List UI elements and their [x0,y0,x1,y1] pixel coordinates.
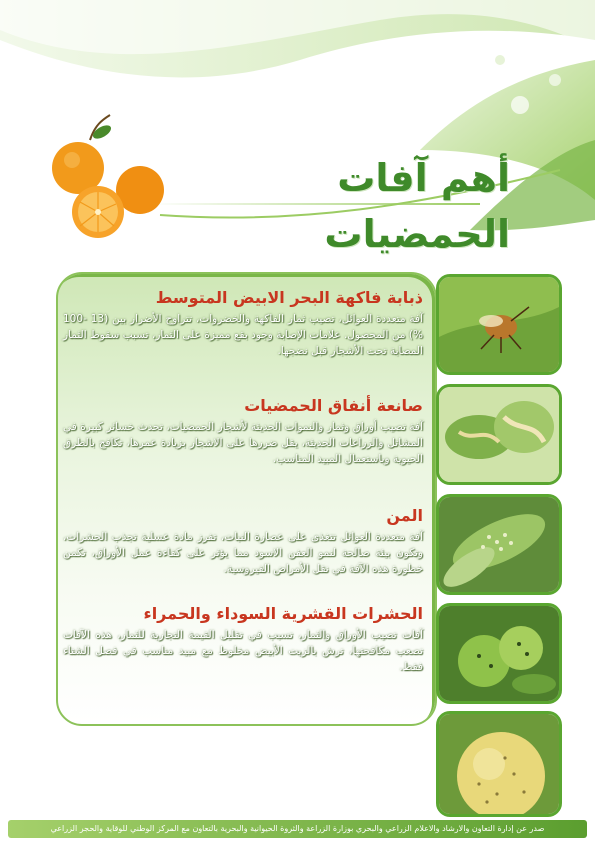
section-heading: الحشرات القشرية السوداء والحمراء [143,604,423,623]
content-panel [56,272,437,726]
footer-text: صدر عن إدارة التعاون والارشاد والاعلام الزراعي والبحري بوزارة الزراعة والثروة الحيوانية والبحرية بالتعاون مع المركز الوطني للوقاية والحجر الزراعي [50,824,545,833]
section-heading: المن [386,506,423,525]
leaf-miner-photo [436,384,562,485]
section-heading: صانعة أنفاق الحمضيات [244,396,423,415]
section-heading: ذبابة فاكهة البحر الابيض المتوسط [155,288,423,307]
footer-bar [8,820,587,838]
green-orange-photo [436,603,562,704]
section-text: آفة متعددة العوائل، تصيب ثمار الفاكهة والخضروات، تتراوح الأضرار بين (13 -100 %) من المحصول. علامات الإصابة وجود بقع مميزة على الثمار، تسبب سقوط الثمار المصابة تحت الأشجار قبل نضجها. [63,313,423,357]
aphid-photo [436,494,562,595]
section-text: آفات تصيب الأوراق والثمار، تسبب في تقليل القيمة التجارية للثمار، هذه الآفات تصعب مكافحتها، ترش بالزيت الأبيض مخلوط مع مبيد مناسب في فصل الشتاء فقط. [63,629,423,673]
section-text: آفة متعددة العوائل تتغذى على عصارة النبات، تفرز مادة عسلية تجذب الحشرات، وتكون بيئة صالحة لنمو العفن الاسود مما يؤثر على كفاءة عمل الأوراق، تكمن خطورة هذه الآفة في نقل الأمراض الفيروسية. [63,531,423,575]
section-text: آفة تصيب أوراق وثمار والنموات الحديثة لأشجار الحمضيات، تحدث خسائر كبيرة في المشاتل والزراعات الحديثة، يقل ضررها على الاشجار بزيادة عمرها، تكافح بالطرق الحيوية وباستعمال المبيد المناسب. [63,421,423,465]
scale-fruit-photo [436,711,562,817]
section-aphid [63,506,423,577]
section-fruit-fly [63,288,423,359]
title-underline [150,203,480,205]
fruit-fly-photo [436,274,562,375]
section-scale-insects [63,604,423,675]
section-leaf-miner [63,396,423,467]
page-title: أهم آفات الحمضيات [324,156,510,256]
